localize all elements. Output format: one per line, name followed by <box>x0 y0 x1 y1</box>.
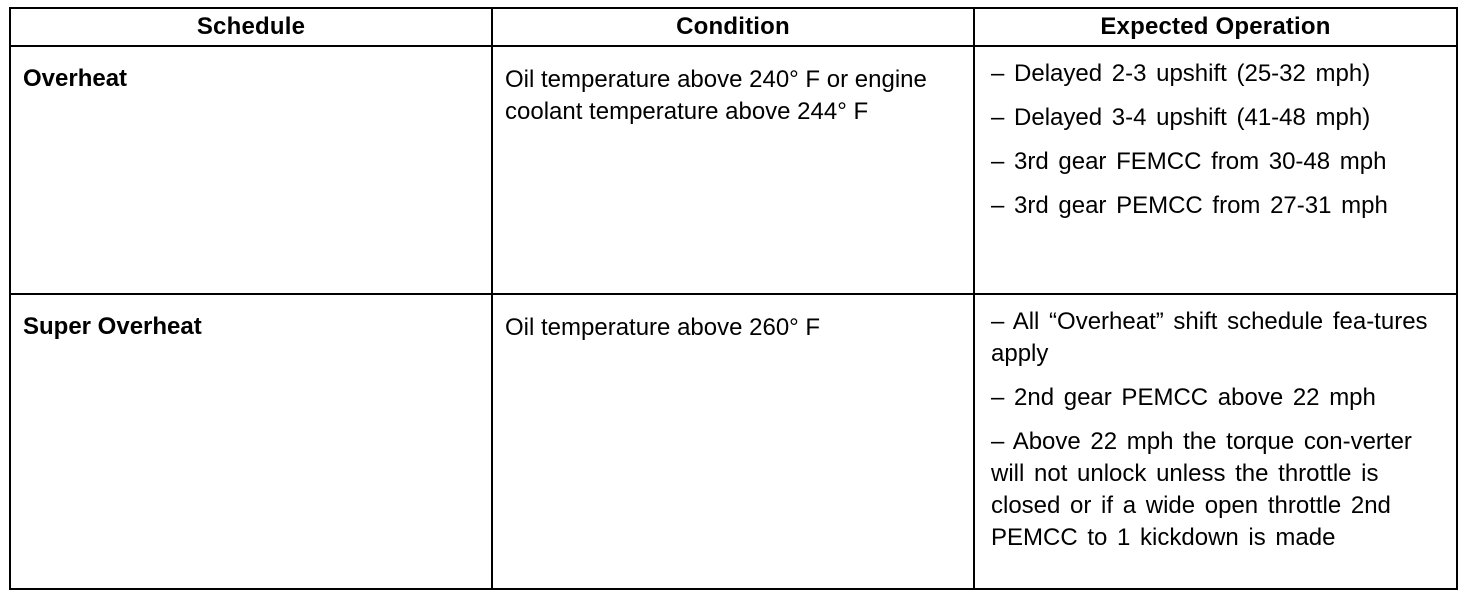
table-header <box>10 8 1457 46</box>
operation-item: – All “Overheat” shift schedule fea-tures apply <box>991 308 1428 367</box>
schedule-cell <box>10 46 492 294</box>
header-condition: Condition <box>492 8 974 46</box>
schedule-name: Overheat <box>23 65 128 92</box>
operation-list <box>975 47 1456 224</box>
table-body <box>10 46 1457 589</box>
operation-item: – Delayed 2-3 upshift (25-32 mph) <box>991 60 1371 87</box>
shift-schedule-table <box>9 7 1458 590</box>
operation-item: – 3rd gear FEMCC from 30-48 mph <box>991 148 1387 175</box>
operation-item: – Above 22 mph the torque con-verter will not unlock unless the throttle is closed or if a wide open throttle 2nd PEMCC to 1 kickdown is made <box>991 428 1412 551</box>
operation-item: – Delayed 3-4 upshift (41-48 mph) <box>991 104 1371 131</box>
condition-text: Oil temperature above 240° F or engine coolant temperature above 244° F <box>505 66 927 125</box>
operation-cell <box>974 294 1457 589</box>
operation-item: – 2nd gear PEMCC above 22 mph <box>991 384 1376 411</box>
schedule-cell <box>10 294 492 589</box>
condition-cell <box>492 46 974 294</box>
operation-cell <box>974 46 1457 294</box>
table-row-overheat <box>10 46 1457 294</box>
header-schedule: Schedule <box>10 8 492 46</box>
operation-list <box>975 295 1456 556</box>
table-row-super-overheat <box>10 294 1457 589</box>
condition-text: Oil temperature above 260° F <box>505 314 821 341</box>
operation-item: – 3rd gear PEMCC from 27-31 mph <box>991 192 1388 219</box>
condition-cell <box>492 294 974 589</box>
schedule-name: Super Overheat <box>23 313 202 340</box>
header-row <box>10 8 1457 46</box>
header-expected-operation: Expected Operation <box>974 8 1457 46</box>
